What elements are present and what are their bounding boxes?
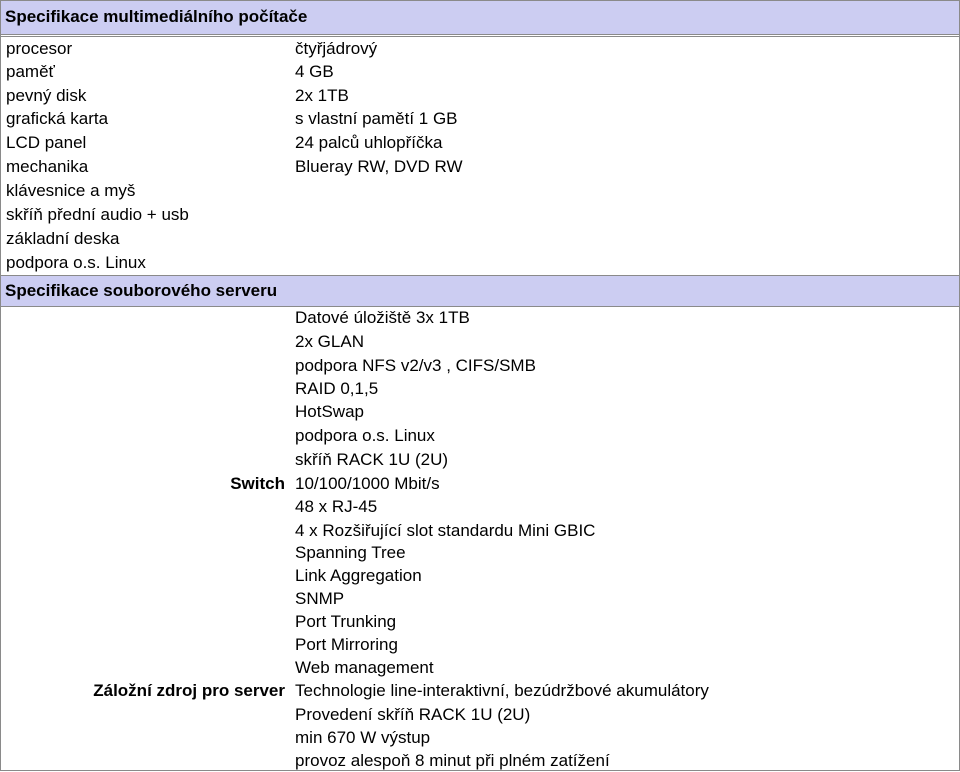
- spec-label: LCD panel: [6, 133, 87, 152]
- storage-item: RAID 0,1,5: [295, 379, 379, 398]
- spec-label: skříň přední audio + usb: [6, 205, 189, 224]
- switch-label: Switch: [230, 474, 285, 493]
- section2-header: [1, 275, 959, 307]
- ups-item: Provedení skříň RACK 1U (2U): [295, 705, 531, 724]
- spec-value: čtyřjádrový: [295, 39, 378, 58]
- spec-label: podpora o.s. Linux: [6, 253, 146, 272]
- storage-item: Datové úložiště 3x 1TB: [295, 308, 470, 327]
- switch-item: Port Trunking: [295, 612, 397, 631]
- spec-value: 4 GB: [295, 62, 334, 81]
- switch-item: 4 x Rozšiřující slot standardu Mini GBIC: [295, 521, 596, 540]
- spec-label: grafická karta: [6, 109, 109, 128]
- storage-item: 2x GLAN: [295, 332, 364, 351]
- storage-item: podpora NFS v2/v3 , CIFS/SMB: [295, 356, 536, 375]
- switch-item: SNMP: [295, 589, 345, 608]
- spec-value: 2x 1TB: [295, 86, 349, 105]
- switch-item: 10/100/1000 Mbit/s: [295, 474, 440, 493]
- spec-value: Blueray RW, DVD RW: [295, 157, 463, 176]
- spec-label: procesor: [6, 39, 73, 58]
- spec-label: mechanika: [6, 157, 89, 176]
- spec-value: s vlastní pamětí 1 GB: [295, 109, 458, 128]
- switch-item: Spanning Tree: [295, 543, 406, 562]
- switch-item: Port Mirroring: [295, 635, 398, 654]
- ups-item: provoz alespoň 8 minut při plném zatížení: [295, 751, 610, 770]
- divider: [1, 36, 959, 37]
- storage-item: HotSwap: [295, 402, 364, 421]
- spec-label: paměť: [6, 62, 55, 81]
- ups-label: Záložní zdroj pro server: [93, 681, 285, 700]
- ups-item: min 670 W výstup: [295, 728, 431, 747]
- storage-item: skříň RACK 1U (2U): [295, 450, 449, 469]
- spec-label: pevný disk: [6, 86, 87, 105]
- switch-item: Web management: [295, 658, 434, 677]
- spec-label: klávesnice a myš: [6, 181, 136, 200]
- section1-title: Specifikace multimediálního počítače: [5, 7, 308, 26]
- switch-item: 48 x RJ-45: [295, 497, 378, 516]
- storage-item: podpora o.s. Linux: [295, 426, 435, 445]
- switch-item: Link Aggregation: [295, 566, 422, 585]
- section1-header: [1, 1, 959, 35]
- spec-value: 24 palců uhlopříčka: [295, 133, 443, 152]
- section2-title: Specifikace souborového serveru: [5, 281, 278, 300]
- spec-label: základní deska: [6, 229, 120, 248]
- ups-item: Technologie line-interaktivní, bezúdržbové akumulátory: [295, 681, 709, 700]
